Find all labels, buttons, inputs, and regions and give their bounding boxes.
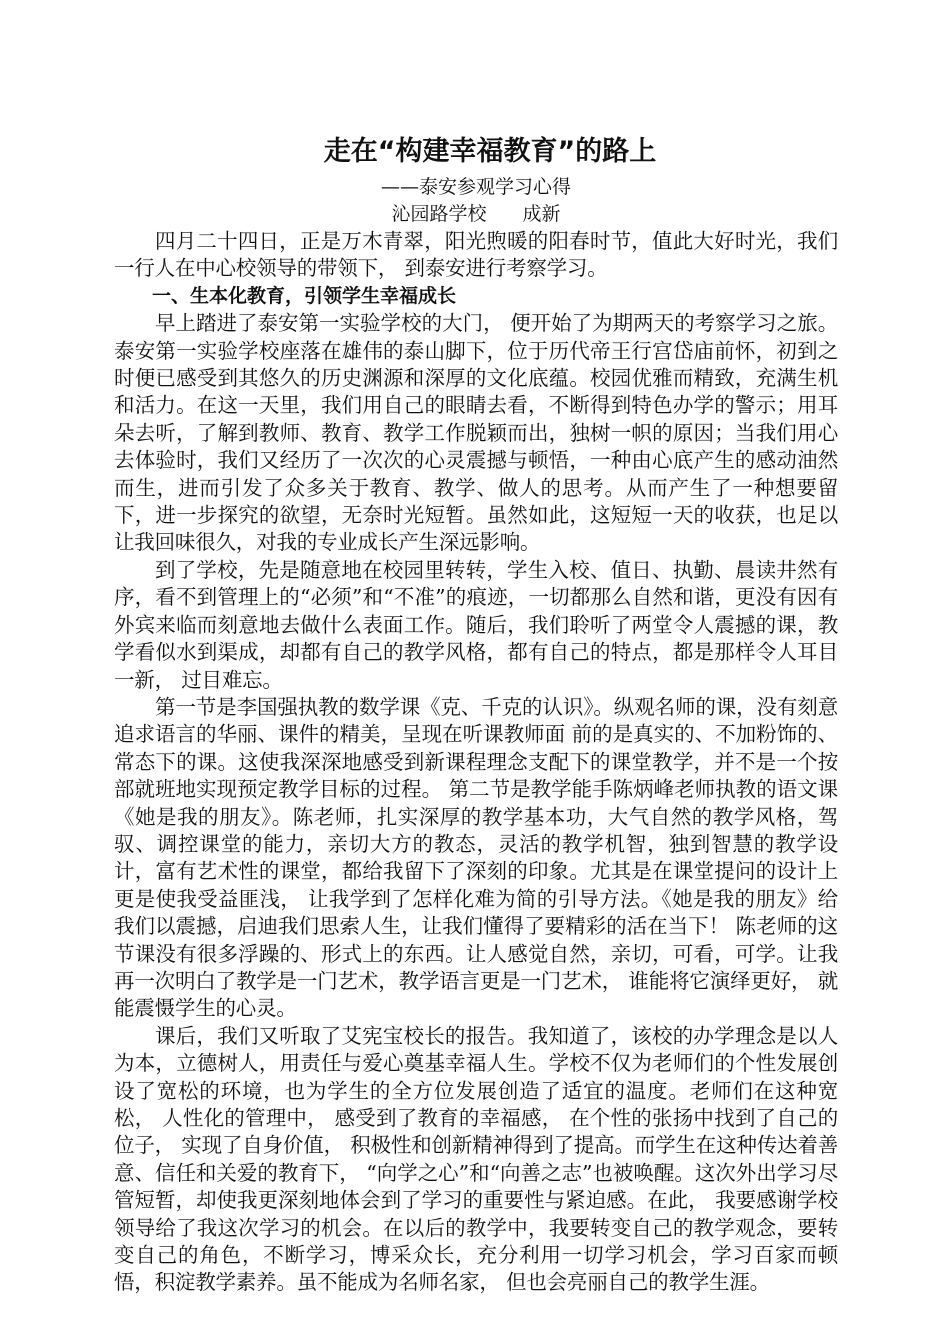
body-paragraph: 早上踏进了泰安第一实验学校的大门， 便开始了为期两天的考察学习之旅。泰安第一实验学校座落在雄伟的泰山脚下，位于历代帝王行宫岱庙前怀，初到之时便已感受到其悠久的历史渊源和深厚的文化底蕴。校园优雅而精致，充满生机和活力。在这一天里，我们用自己的眼睛去看，不断得到特色办学的警示；用耳朵去听，了解到教师、教育、教学工作脱颖而出，独树一帜的原因；当我们用心去体验时，我们又经历了一次次的心灵震撼与顿悟，一种由心底产生的感动油然而生，进而引发了众多关于教育、教学、做人的思考。从而产生了一种想要留下，进一步探究的欲望，无奈时光短暂。虽然如此，这短短一天的收获，也足以让我回味很久，对我的专业成长产生深远影响。	[114, 311, 838, 555]
byline	[114, 201, 838, 228]
author-name: 成新	[522, 203, 561, 225]
intro-paragraph: 四月二十四日，正是万木青翠，阳光煦暖的阳春时节，值此大好时光，我们一行人在中心校领导的带领下， 到泰安进行考察学习。	[114, 229, 838, 281]
body-paragraph: 第一节是李国强执教的数学课《克、千克的认识》。纵观名师的课，没有刻意追求语言的华丽、课件的精美，呈现在听课教师面 前的是真实的、不加粉饰的、常态下的课。这使我深深地感受到新课程理念支配下的课堂教学，并不是一个按部就班地实现预定教学目标的过程。 第二节是教学能手陈炳峰老师执教的语文课《她是我的朋友》。陈老师，扎实深厚的教学基本功，大气自然的教学风格，驾驭、调控课堂的能力，亲切大方的教态，灵活的教学机智，独到智慧的教学设计，富有艺术性的课堂，都给我留下了深刻的印象。尤其是在课堂提问的设计上更是使我受益匪浅， 让我学到了怎样化难为简的引导方法。《她是我的朋友》给我们以震撼，启迪我们思索人生，让我们懂得了要精彩的活在当下！ 陈老师的这节课没有很多浮躁的、形式上的东西。让人感觉自然，亲切，可看，可学。让我再一次明白了教学是一门艺术，教学语言更是一门艺术， 谁能将它演绎更好， 就能震慑学生的心灵。	[114, 694, 838, 1021]
document-subtitle: ——泰安参观学习心得	[380, 176, 571, 198]
body-paragraph: 课后，我们又听取了艾宪宝校长的报告。我知道了，该校的办学理念是以人为本，立德树人，用责任与爱心奠基幸福人生。学校不仅为老师们的个性发展创设了宽松的环境，也为学生的全方位发展创造了适宜的温度。老师们在这种宽松， 人性化的管理中， 感受到了教育的幸福感， 在个性的张扬中找到了自己的位子， 实现了自身价值， 积极性和创新精神得到了提高。而学生在这种传达着善意、信任和关爱的教育下， “向学之心”和“向善之志”也被唤醒。这次外出学习尽管短暂，却使我更深刻地体会到了学习的重要性与紧迫感。在此， 我要感谢学校领导给了我这次学习的机会。在以后的教学中，我要转变自己的教学观念，要转变自己的角色，不断学习，博采众长，充分利用一切学习机会，学习百家而顿悟，积淀教学素养。虽不能成为名师名家， 但也会亮丽自己的教学生涯。	[114, 1023, 838, 1295]
document-title: 走在“构建幸福教育”的路上	[323, 136, 657, 167]
school-name: 沁园路学校	[391, 203, 487, 225]
section-heading: 一、生本化教育，引领学生幸福成长	[152, 284, 457, 307]
document-page	[114, 132, 838, 1297]
body-paragraph: 到了学校，先是随意地在校园里转转，学生入校、值日、执勤、晨读井然有序，看不到管理上的“必须”和“不准”的痕迹，一切都那么自然和谐，更没有因有外宾来临而刻意地去做什么表面工作。随后，我们聆听了两堂令人震撼的课，教学看似水到渠成，却都有自己的教学风格，都有自己的特点，都是那样令人耳目一新， 过目难忘。	[114, 557, 838, 692]
